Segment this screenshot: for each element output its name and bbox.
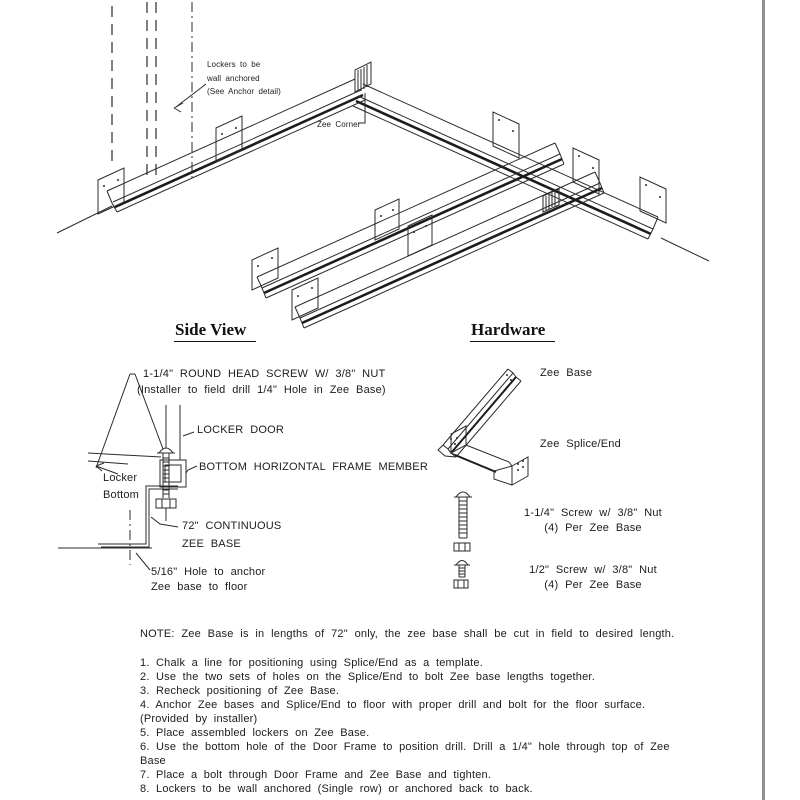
hardware-heading: Hardware	[470, 320, 555, 342]
instruction-line: 4. Anchor Zee bases and Splice/End to floor with proper drill and bolt for the floor surface.	[140, 699, 646, 711]
screw-short-icon	[454, 561, 470, 589]
leader-zee-base	[151, 517, 178, 527]
locker-door-label: LOCKER DOOR	[197, 424, 284, 436]
instruction-line: 8. Lockers to be wall anchored (Single row) or anchored back to back.	[140, 783, 533, 795]
instruction-line: 1. Chalk a line for positioning using Splice/End as a template.	[140, 657, 483, 669]
locker-door-lines	[166, 405, 180, 460]
frame-member-label: BOTTOM HORIZONTAL FRAME MEMBER	[199, 461, 428, 473]
locker-bottom-label: Locker Bottom	[103, 472, 140, 501]
wall-anchor-label: Lockers to be wall anchored (See Anchor detail)	[207, 60, 281, 96]
leader-floor-hole	[136, 553, 150, 570]
instruction-line: 3. Recheck positioning of Zee Base.	[140, 685, 340, 697]
zee-base-label: 72" CONTINUOUS ZEE BASE	[182, 520, 282, 550]
wall-dashed-lines	[112, 2, 192, 180]
zee-base-icon	[438, 369, 521, 457]
zee-splice-icon	[451, 426, 528, 485]
zee-corner-label: Zee Corner	[317, 120, 361, 129]
hardware-icons	[435, 348, 555, 598]
screw-long-label: 1-1/4" Screw w/ 3/8" Nut (4) Per Zee Base	[524, 507, 662, 534]
isometric-zee-base-layout	[0, 0, 763, 335]
screw-note-line2: (Installer to field drill 1/4" Hole in Zee Base)	[137, 384, 386, 396]
leader-frame-member	[186, 466, 197, 473]
screw-long-icon	[454, 492, 472, 551]
screw-note-line1: 1-1/4" ROUND HEAD SCREW W/ 3/8" NUT	[143, 368, 386, 380]
zee-corner-piece	[355, 62, 371, 92]
instruction-line: 6. Use the bottom hole of the Door Frame to position drill. Drill a 1/4" hole through top of Zee	[140, 741, 670, 753]
instruction-line: 2. Use the two sets of holes on the Splice/End to bolt Zee base lengths together.	[140, 671, 595, 683]
instruction-line: 5. Place assembled lockers on Zee Base.	[140, 727, 370, 739]
screw-short-label: 1/2" Screw w/ 3/8" Nut (4) Per Zee Base	[529, 564, 657, 591]
instruction-line: Base	[140, 755, 166, 767]
instruction-line: (Provided by installer)	[140, 713, 258, 725]
page-border-line	[762, 0, 765, 800]
floor-line-left	[57, 206, 112, 233]
zee-base-rail-left	[98, 79, 365, 214]
floor-hole-label: 5/16" Hole to anchor Zee base to floor	[151, 566, 266, 593]
side-view-heading: Side View	[174, 320, 256, 342]
floor-line-right	[661, 238, 709, 261]
instruction-line: 7. Place a bolt through Door Frame and Zee Base and tighten.	[140, 769, 492, 781]
zee-base-icon-label: Zee Base	[540, 367, 593, 379]
leader-wall-anchor	[174, 84, 206, 112]
screw-section	[156, 448, 176, 521]
leader-locker-door	[183, 432, 194, 436]
zee-base-rail-middle-front	[292, 172, 604, 328]
zee-splice-icon-label: Zee Splice/End	[540, 438, 621, 450]
instruction-list	[140, 656, 780, 796]
zee-base-rail-right	[353, 84, 666, 239]
note-line: NOTE: Zee Base is in lengths of 72" only, the zee base shall be cut in field to desired length.	[140, 628, 675, 640]
